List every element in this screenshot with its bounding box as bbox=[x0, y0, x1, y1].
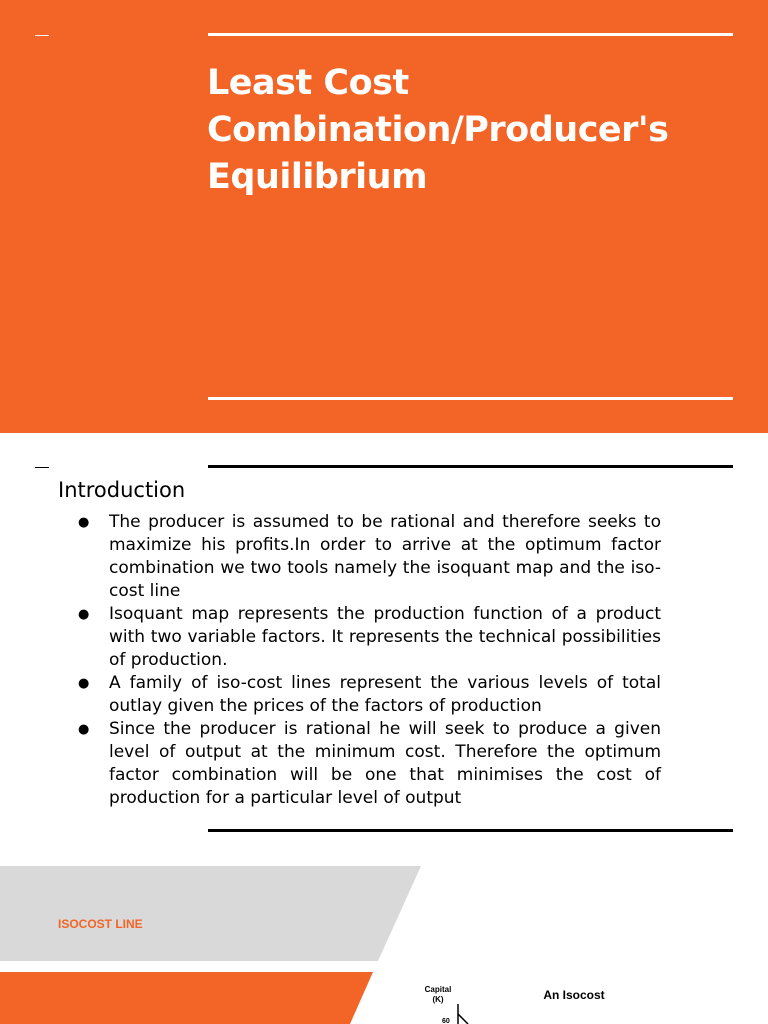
list-item-text: Isoquant map represents the production function of a product with two variable factors. It represents the technical possibilities of production. bbox=[109, 604, 661, 670]
top-rule bbox=[208, 465, 733, 468]
section-label: ISOCOST LINE bbox=[58, 917, 143, 931]
slide-title bbox=[207, 60, 727, 201]
slide-marker bbox=[35, 35, 49, 36]
axis-label: Capital bbox=[424, 985, 452, 994]
bullet-list bbox=[76, 511, 661, 810]
list-item bbox=[76, 718, 661, 810]
bottom-rule bbox=[208, 829, 733, 832]
list-item-text: Since the producer is rational he will seek to produce a given level of output at the minimum cost. Therefore the optimum factor combination will be one that minimises the cost of production for a particular level of output bbox=[109, 719, 661, 808]
section-heading: Introduction bbox=[58, 478, 186, 502]
title-line: Least Cost bbox=[207, 63, 409, 103]
list-item bbox=[76, 511, 661, 603]
list-item-text: A family of iso-cost lines represent the various levels of total outlay given the prices of the factors of production bbox=[109, 673, 661, 716]
axis-unit: (K) bbox=[432, 995, 444, 1004]
bullet-icon: ● bbox=[78, 722, 90, 737]
title-line: Combination/Producer's bbox=[207, 110, 669, 150]
slide-marker bbox=[35, 467, 49, 468]
tick-label: 60 bbox=[442, 1018, 450, 1024]
figure-title: An Isocost bbox=[543, 988, 605, 1002]
bullet-icon: ● bbox=[78, 676, 90, 691]
title-slide bbox=[0, 0, 768, 433]
bullet-icon: ● bbox=[78, 515, 90, 530]
list-item bbox=[76, 603, 661, 672]
bullet-icon: ● bbox=[78, 607, 90, 622]
gray-panel-shape bbox=[0, 866, 768, 961]
bottom-rule bbox=[208, 397, 733, 400]
title-line: Equilibrium bbox=[207, 157, 428, 197]
top-rule bbox=[208, 33, 733, 36]
isocost-figure bbox=[420, 980, 710, 1024]
list-item bbox=[76, 672, 661, 718]
list-item-text: The producer is assumed to be rational and therefore seeks to maximize his profits.In order to arrive at the optimum factor combination we two tools namely the isoquant map and the iso-cost line bbox=[109, 512, 661, 601]
